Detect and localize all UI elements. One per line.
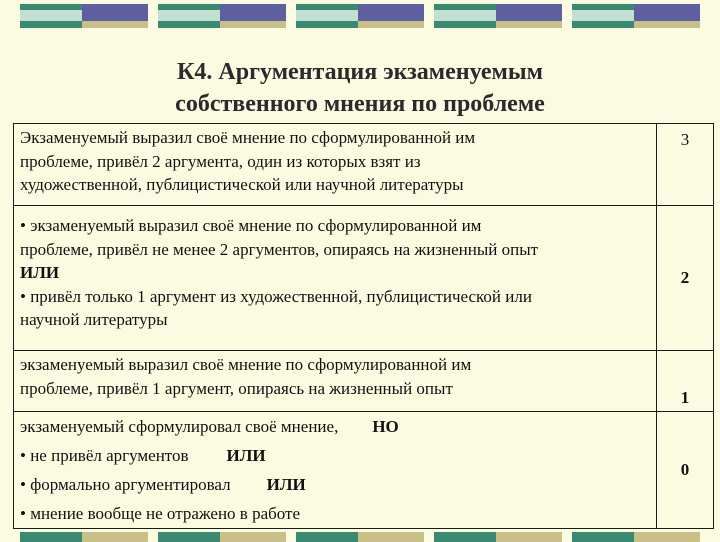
but-separator: НО [372,417,399,436]
score-value: 3 [657,124,714,206]
decor-stripe [434,4,496,10]
text-line [20,412,650,441]
criterion-description [14,124,657,206]
decor-stripe [358,532,424,542]
or-separator: ИЛИ [226,446,266,465]
decor-stripe [296,10,358,21]
decor-stripe [358,4,424,21]
text-line: • экзаменуемый выразил своё мнение по сформулированной им [20,216,482,235]
decor-stripe [220,532,286,542]
score-row-0 [14,412,714,529]
criterion-description [14,351,657,412]
decor-stripe [572,4,634,10]
decor-stripe [220,21,286,28]
slide-title [0,56,720,120]
decor-stripe [358,21,424,28]
text-line: научной литературы [20,310,168,329]
score-value: 0 [657,412,714,529]
decor-stripe [296,4,358,10]
text-line: • привёл только 1 аргумент из художественной, публицистической или [20,286,532,306]
decor-stripe [82,21,148,28]
decor-stripe [158,21,220,28]
text-part: • формально аргументировал [20,475,231,494]
decor-stripe [158,10,220,21]
score-row-3 [14,124,714,206]
text-part: • не привёл аргументов [20,446,189,465]
decor-stripe [20,10,82,21]
or-separator: ИЛИ [266,475,306,494]
text-line: проблеме, привёл 2 аргумента, один из которых взят из [20,151,421,171]
decor-stripe [572,10,634,21]
decor-stripe [20,532,82,542]
bottom-decorative-band [0,530,720,542]
text-part: экзаменуемый сформулировал своё мнение, [20,417,339,436]
decor-stripe [496,532,562,542]
decor-stripe [434,21,496,28]
score-row-2 [14,206,714,351]
or-separator: ИЛИ [20,263,60,282]
decor-stripe [572,21,634,28]
decor-stripe [496,21,562,28]
text-line: проблеме, привёл 1 аргумент, опираясь на жизненный опыт [20,378,453,398]
score-row-1 [14,351,714,412]
decor-stripe [434,10,496,21]
score-value: 2 [657,206,714,351]
top-decorative-band [0,0,720,30]
decor-stripe [82,532,148,542]
title-line-1: К4. Аргументация экзаменуемым [177,59,543,85]
scoring-table [13,123,714,529]
decor-stripe [20,4,82,10]
decor-stripe [296,21,358,28]
decor-stripe [496,4,562,21]
criterion-description [14,206,657,351]
decor-stripe [634,532,700,542]
text-line: Экзаменуемый выразил своё мнение по сформулированной им [20,128,476,147]
decor-stripe [20,21,82,28]
decor-stripe [158,4,220,10]
text-line: художественной, публицистической или научной литературы [20,175,464,194]
text-line: проблеме, привёл не менее 2 аргументов, опираясь на жизненный опыт [20,239,539,259]
decor-stripe [434,532,496,542]
text-line [20,441,650,470]
decor-stripe [82,4,148,21]
criterion-description [14,412,657,529]
decor-stripe [220,4,286,21]
score-value: 1 [657,351,714,412]
decor-stripe [634,21,700,28]
text-line [20,470,650,499]
text-line: • мнение вообще не отражено в работе [20,504,301,523]
decor-stripe [634,4,700,21]
decor-stripe [296,532,358,542]
text-line: экзаменуемый выразил своё мнение по сформулированной им [20,355,472,374]
decor-stripe [158,532,220,542]
decor-stripe [572,532,634,542]
title-line-2: собственного мнения по проблеме [175,91,545,117]
